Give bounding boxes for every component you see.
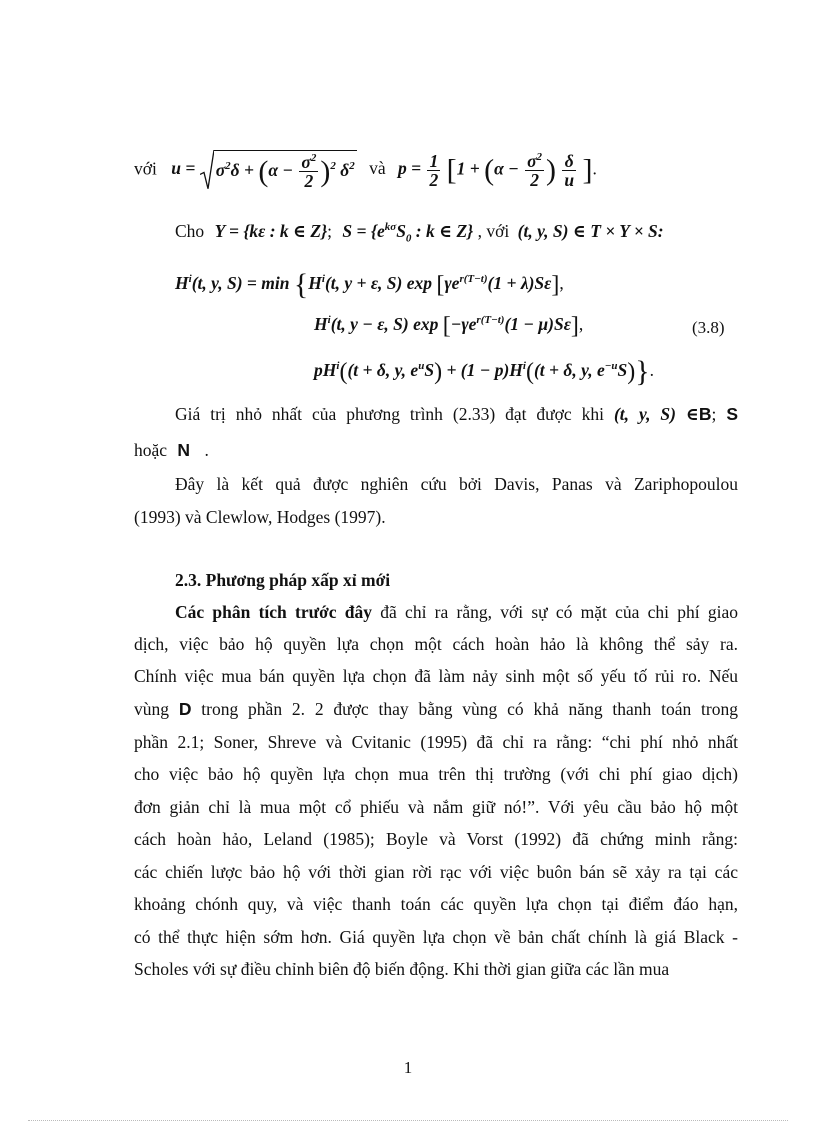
paragraph-3-line-5: phần 2.1; Soner, Shreve và Cvitanic (1995) đã chỉ ra rằng: “chi phí nhỏ nhất <box>134 732 738 752</box>
radical-icon <box>200 150 214 191</box>
paragraph-1-line-1: Giá trị nhỏ nhất của phương trình (2.33) đạt được khi (t, y, S) ∈B; S <box>175 404 739 424</box>
equation-line-3: $pH^i((t + \delta$, y, $e^uS) + (1 - p)H^i((t + \delta$, y, $e^{-u}S$)}. <box>314 355 655 388</box>
paragraph-1-line-2: hoặc N . <box>134 440 209 460</box>
paragraph-3-line-11: có thể thực hiện sớm hơn. Giá quyền lựa chọn về bản chất chính là giá Black - <box>134 927 738 947</box>
equation-line-1: $H^i(t$, y, $S) = \min \{H^i(t$, y + ε, S) $\exp [\gamma e^{r(T-t)}(1 + \lambda)S\varepsilon]$, <box>175 268 564 301</box>
paragraph-3-line-1: Các phân tích trước đây đã chỉ ra rằng, với sự có mặt của chi phí giao <box>175 602 738 622</box>
paragraph-3-line-3: Chính việc mua bán quyền lựa chọn đã làm nảy sinh một số yếu tố rủi ro. Nếu <box>134 666 738 686</box>
paragraph-3-line-8: cách hoàn hảo, Leland (1985); Boyle và Vorst (1992) đã chứng minh rằng: <box>134 829 738 849</box>
fraction-sigma-over-two: $\frac{\sigma^2}{2}$ <box>301 152 317 192</box>
page-divider <box>28 1120 788 1121</box>
formula-u-p: với u = $\sigma^2\delta + (\alpha$ − $\frac{\sigma^2}{2}$ )$^2$ $\delta^2$ và p = $\frac{1}{2}$ [1 + (α − $\frac{\sigma^2}{2}$ ) $\frac{\delta}{u}$ ]. <box>134 150 597 192</box>
paragraph-3-line-9: các chiến lược bảo hộ với thời gian rời rạc với việc buôn bán sẽ xảy ra tại các <box>134 862 738 882</box>
paragraph-3-line-10: khoảng chónh quy, và việc thanh toán các quyền lựa chọn tại điểm đáo hạn, <box>134 894 738 914</box>
paragraph-3-line-12: Scholes với sự điều chỉnh biên độ biến động. Khi thời gian giữa các lần mua <box>134 959 670 979</box>
set-S: $S = \{e^{k\sigma}S_0$ : k ∈ Z} <box>342 221 474 245</box>
square-root: $\sigma^2\delta + (\alpha$ − $\frac{\sigma^2}{2}$ )$^2$ $\delta^2$ <box>200 150 357 191</box>
paragraph-3-line-2: dịch, việc bảo hộ quyền lựa chọn một cách hoàn hảo là không thể sảy ra. <box>134 634 738 654</box>
domain-condition: (t, y, S) ∈ T × Y × S: <box>517 221 664 241</box>
text-voi: với <box>134 158 157 179</box>
paragraph-2-line-1: Đây là kết quả được nghiên cứu bởi Davis, Panas và Zariphopoulou <box>175 474 738 494</box>
set-definitions: Cho Y = {kε : k ∈ Z}; $S = \{e^{k\sigma}S_0$ : k ∈ Z} , với (t, y, S) ∈ T × Y × S: <box>175 221 664 245</box>
equation-number: (3.8) <box>692 318 725 337</box>
page-number: 1 <box>403 1058 413 1077</box>
equation-line-2: $H^i(t$, y − ε, S) $\exp [-\gamma e^{r(T-t)}(1 - \mu)S\varepsilon]$, <box>314 313 584 339</box>
text-cho: Cho <box>175 221 205 241</box>
p-definition: p = <box>397 158 422 179</box>
set-Y: Y = {kε : k ∈ Z} <box>214 221 328 241</box>
text-va: và <box>369 158 386 179</box>
section-heading: 2.3. Phương pháp xấp xỉ mới <box>175 570 391 590</box>
paragraph-2-line-2: (1993) và Clewlow, Hodges (1997). <box>134 507 386 527</box>
paragraph-3-line-7: đơn giản chỉ là mua một cổ phiếu và nắm giữ nó!”. Với yêu cầu bảo hộ một <box>134 797 738 817</box>
u-definition: u = <box>171 158 196 179</box>
paragraph-3-line-4: vùng D trong phần 2. 2 được thay bằng vùng có khả năng thanh toán trong <box>134 699 738 719</box>
paragraph-3-line-6: cho việc bảo hộ quyền lựa chọn mua trên thị trường (với chi phí giao dịch) <box>134 764 738 784</box>
